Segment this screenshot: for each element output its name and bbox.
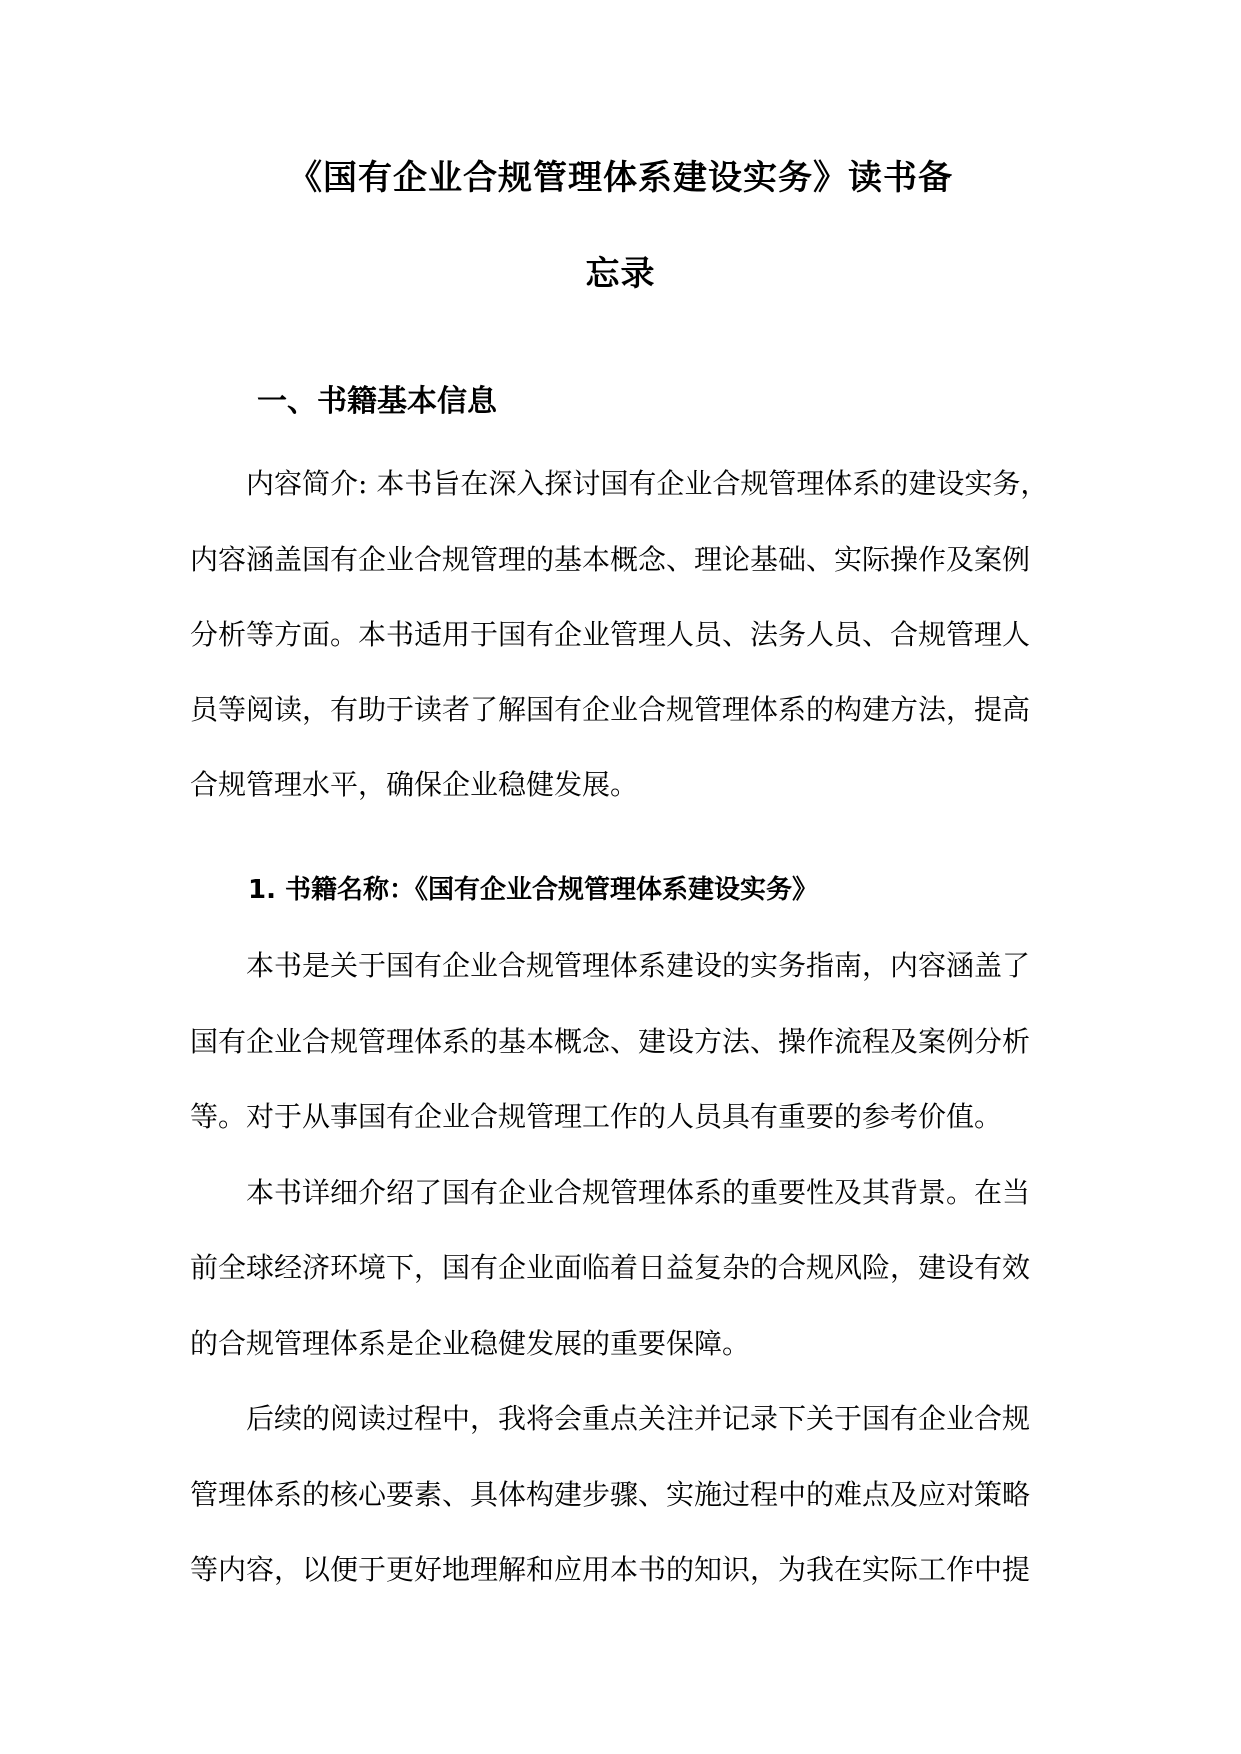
paragraph-line: 管理体系的核心要素、具体构建步骤、实施过程中的难点及应对策略 [190,1478,1031,1511]
paragraph-line: 本书是关于国有企业合规管理体系建设的实务指南，内容涵盖了 [246,949,1031,982]
subheading-book-name: 1. 书籍名称：《国有企业合规管理体系建设实务》 [248,875,819,905]
intro-line: 内容涵盖国有企业合规管理的基本概念、理论基础、实际操作及案例 [190,543,1031,576]
paragraph-line: 国有企业合规管理体系的基本概念、建设方法、操作流程及案例分析 [190,1025,1031,1058]
intro-line: 内容简介: 本书旨在深入探讨国有企业合规管理体系的建设实务， [246,467,1049,500]
intro-line: 分析等方面。本书适用于国有企业管理人员、法务人员、合规管理人 [190,618,1031,651]
intro-line: 员等阅读，有助于读者了解国有企业合规管理体系的构建方法，提高 [190,693,1031,726]
paragraph-line: 的合规管理体系是企业稳健发展的重要保障。 [190,1327,751,1360]
paragraph-line: 本书详细介绍了国有企业合规管理体系的重要性及其背景。在当 [246,1176,1031,1209]
document-title-line-2: 忘录 [585,254,656,294]
document-title-line-1: 《国有企业合规管理体系建设实务》读书备 [288,158,953,198]
paragraph-line: 前全球经济环境下，国有企业面临着日益复杂的合规风险，建设有效 [190,1251,1031,1284]
paragraph-line: 等。对于从事国有企业合规管理工作的人员具有重要的参考价值。 [190,1100,1003,1133]
paragraph-line: 等内容，以便于更好地理解和应用本书的知识，为我在实际工作中提 [190,1553,1031,1586]
paragraph-line: 后续的阅读过程中，我将会重点关注并记录下关于国有企业合规 [246,1402,1031,1435]
intro-line: 合规管理水平，确保企业稳健发展。 [190,768,639,801]
section-heading-basic-info: 一、书籍基本信息 [257,384,497,419]
